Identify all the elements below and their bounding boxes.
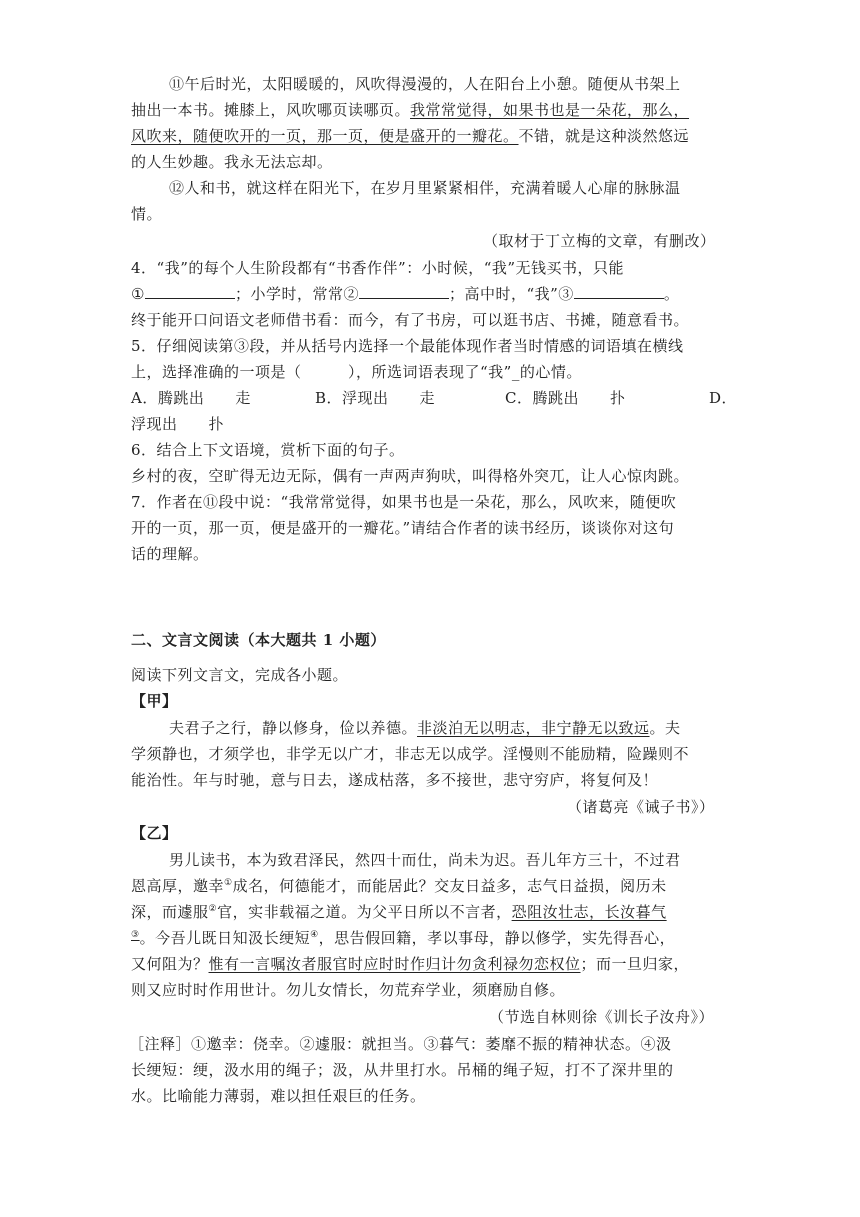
jia-label: 【甲】 <box>131 692 178 710</box>
passage-source: （取材于丁立梅的文章，有删改） <box>483 232 716 250</box>
question-4-line-3: 终于能开口问语文老师借书看：而今，有了书房，可以逛书店、书摊，随意看书。 <box>131 311 690 329</box>
footnote-4: ④ <box>310 930 319 940</box>
yi-line-2: 恩高厚，邀幸①成名，何德能才，而能居此？交友日益多，志气日益损，阅历未 <box>131 877 667 895</box>
question-6-line-1: 6．结合上下文语境，赏析下面的句子。 <box>131 441 405 459</box>
yi-label: 【乙】 <box>131 824 178 842</box>
underlined-sentence: 我常常觉得，如果书也是一朵花，那么， <box>410 101 690 119</box>
footnote-1: ① <box>224 878 233 888</box>
yi-line-3: 深，而遽服②官，实非载福之道。为父平日所以不言者，恐阻汝壮志，长汝暮气 <box>131 903 667 921</box>
paragraph-12-line-1: ⑫人和书，就这样在阳光下，在岁月里紧紧相伴，充满着暖人心扉的脉脉温 <box>169 179 681 197</box>
jia-line-3: 能治性。年与时驰，意与日去，遂成枯落，多不接世，悲守穷庐，将复何及！ <box>131 771 659 789</box>
yi-line-1: 男儿读书，本为致君泽民，然四十而仕，尚未为迟。吾儿年方三十，不过君 <box>169 851 681 869</box>
question-7-line-1: 7．作者在⑪段中说：“我常常觉得，如果书也是一朵花，那么，风吹来，随便吹 <box>131 493 677 511</box>
notes-line-2: 长绠短：绠，汲水用的绳子；汲，从井里打水。吊桶的绳子短，打不了深井里的 <box>131 1061 674 1079</box>
option-d-text: 浮现出 扑 <box>131 415 225 433</box>
jia-line-1: 夫君子之行，静以修身，俭以养德。非淡泊无以明志，非宁静无以致远。夫 <box>169 719 681 737</box>
paragraph-11-line-2: 抽出一本书。摊膝上，风吹哪页读哪页。我常常觉得，如果书也是一朵花，那么， <box>131 101 690 119</box>
footnote-2: ② <box>208 904 218 914</box>
question-5-line-1: 5．仔细阅读第③段，并从括号内选择一个最能体现作者当时情感的词语填在横线 <box>131 337 684 355</box>
yi-underlined-1: 恐阻汝壮志，长汝暮气 <box>511 903 667 921</box>
answer-blank-3[interactable] <box>574 284 664 299</box>
yi-line-5: 又何阻为？惟有一言嘱汝者服官时应时时作归计勿贪利禄勿恋权位；而一旦归家， <box>131 955 690 973</box>
underlined-sentence-cont: 风吹来，随便吹开的一页，那一页，便是盛开的一瓣花。 <box>131 127 519 145</box>
question-6-quote: 乡村的夜，空旷得无边无际，偶有一声两声狗吠，叫得格外突兀，让人心惊肉跳。 <box>131 467 690 485</box>
footnote-3: ③ <box>131 930 140 940</box>
yi-underlined-2: 惟有一言嘱汝者服官时应时时作归计勿贪利禄勿恋权位 <box>208 955 581 973</box>
question-7-line-3: 话的理解。 <box>131 545 209 563</box>
yi-source: （节选自林则徐《训长子汝舟》） <box>489 1008 715 1026</box>
yi-line-4: ③。今吾儿既日知汲长绠短④，思告假回籍，孝以事母，静以修学，实先得吾心， <box>131 929 676 947</box>
answer-blank-1[interactable] <box>145 284 235 299</box>
answer-blank-2[interactable] <box>359 284 449 299</box>
notes-line-3: 水。比喻能力薄弱，难以担任艰巨的任务。 <box>131 1087 426 1105</box>
question-4-line-1: 4．“我”的每个人生阶段都有“书香作伴”：小时候，“我”无钱买书，只能 <box>131 259 625 277</box>
jia-source: （诸葛亮《诫子书》） <box>567 798 715 816</box>
section-2-intro: 阅读下列文言文，完成各小题。 <box>131 666 349 684</box>
question-5-line-2: 上，选择准确的一项是（ ），所选词语表现了“我”_的心情。 <box>131 363 582 381</box>
notes-line-1: ［注释］①邀幸：侥幸。②遽服：就担当。③暮气：萎靡不振的精神状态。④汲 <box>129 1035 672 1053</box>
paragraph-11-line-4: 的人生妙趣。我永无法忘却。 <box>131 153 333 171</box>
option-b: B．浮现出 走 <box>315 389 436 407</box>
question-4-line-2: ① ；小学时，常常② ；高中时，“我”③ 。 <box>131 285 680 303</box>
paragraph-11-line-1: ⑪午后时光，太阳暖暖的，风吹得漫漫的，人在阳台上小憩。随便从书架上 <box>169 75 681 93</box>
question-7-line-2: 开的一页，那一页，便是盛开的一瓣花。”请结合作者的读书经历，谈谈你对这句 <box>131 519 675 537</box>
jia-line-2: 学须静也，才须学也，非学无以广才，非志无以成学。淫慢则不能励精，险躁则不 <box>131 745 690 763</box>
option-c: C．腾跳出 扑 <box>505 389 626 407</box>
option-d-label: D． <box>709 389 738 407</box>
paragraph-12-line-2: 情。 <box>131 205 163 223</box>
option-a: A．腾跳出 走 <box>131 389 251 407</box>
paragraph-11-line-3: 风吹来，随便吹开的一页，那一页，便是盛开的一瓣花。不错，就是这种淡然悠远 <box>131 127 690 145</box>
jia-underlined: 非淡泊无以明志，非宁静无以致远 <box>417 719 650 737</box>
section-2-heading: 二、文言文阅读（本大题共 1 小题） <box>131 631 386 649</box>
yi-line-6: 则又应时时作用世计。勿儿女情长，勿荒弃学业，须磨励自修。 <box>131 981 566 999</box>
